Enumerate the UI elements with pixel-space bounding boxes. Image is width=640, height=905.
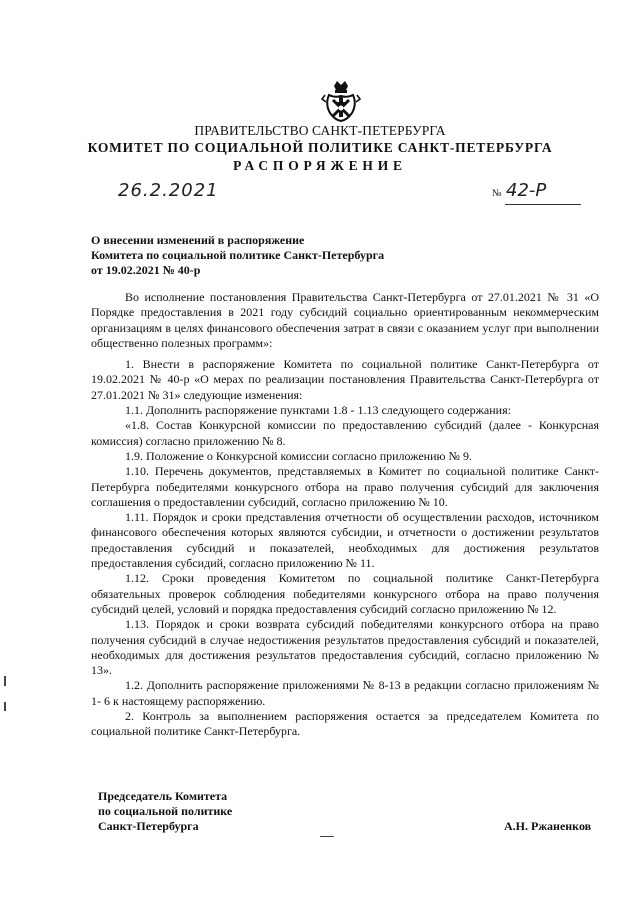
body-paragraph: «1.8. Состав Конкурсной комиссии по предоставлению субсидий (далее - Конкурсная комиссия) согласно приложению № 8. xyxy=(91,418,599,448)
body-paragraph: 2. Контроль за выполнением распоряжения остается за председателем Комитета по социальной политике Санкт-Петербурга. xyxy=(91,709,599,739)
handwritten-number: 42-Р xyxy=(506,180,547,201)
body-paragraph: 1.12. Сроки проведения Комитетом по социальной политике Санкт-Петербурга обязательных проверок соблюдения победителями конкурсного отбора на право получения субсидий целей, условий и порядка предоставления субсидий согласно приложению № 12. xyxy=(91,571,599,616)
body-paragraph: 1.9. Положение о Конкурсной комиссии согласно приложению № 9. xyxy=(125,448,472,463)
scan-artifact xyxy=(320,836,334,837)
signature-position-line: по социальной политике xyxy=(98,804,233,818)
scan-artifact xyxy=(4,676,6,686)
government-title: ПРАВИТЕЛЬСТВО САНКТ-ПЕТЕРБУРГА xyxy=(194,123,446,138)
document-body xyxy=(91,290,599,740)
body-paragraph: 1.10. Перечень документов, представляемых в Комитет по социальной политике Санкт-Петербурга победителями конкурсного отбора на право получения субсидий для заключения соглашения о предоставлении субсидий, согласно приложению № 10. xyxy=(91,464,599,509)
signature-position-line: Председатель Комитета xyxy=(98,789,228,803)
document-type: РАСПОРЯЖЕНИЕ xyxy=(233,158,407,173)
subject-line: О внесении изменений в распоряжение xyxy=(91,233,305,247)
body-paragraph: 1.1. Дополнить распоряжение пунктами 1.8 - 1.13 следующего содержания: xyxy=(125,403,511,418)
signatory-name: А.Н. Ржаненков xyxy=(504,819,592,833)
committee-title: КОМИТЕТ ПО СОЦИАЛЬНОЙ ПОЛИТИКЕ САНКТ-ПЕТЕРБУРГА xyxy=(87,140,553,155)
coat-of-arms-emblem xyxy=(321,80,361,124)
handwritten-date: 26.2.2021 xyxy=(118,180,219,201)
signature-position xyxy=(98,789,232,834)
number-label: № xyxy=(492,188,502,199)
document-subject xyxy=(91,233,384,278)
signature-position-line: Санкт-Петербурга xyxy=(98,819,199,833)
body-paragraph: 1.13. Порядок и сроки возврата субсидий победителями конкурсного отбора на право получения субсидий в случае недостижения результатов предоставления субсидий и показателей, необходимых для достижения результатов предоставления субсидий, согласно приложению № 13». xyxy=(91,617,599,678)
scan-artifact xyxy=(4,702,6,711)
subject-line: Комитета по социальной политике Санкт-Петербурга xyxy=(91,248,385,262)
body-paragraph: 1.11. Порядок и сроки представления отчетности об осуществлении расходов, источником финансового обеспечения которых являются субсидии, и отчетности о достижении результатов предоставления субсидий и показателей, необходимых для достижения результатов предоставления субсидий, согласно приложению № 11. xyxy=(91,510,599,571)
body-paragraph: 1. Внести в распоряжение Комитета по социальной политике Санкт-Петербурга от 19.02.2021 № 40-р «О мерах по реализации постановления Правительства Санкт-Петербурга от 27.01.2021 № 31» следующие изменения: xyxy=(91,357,599,402)
number-underline xyxy=(505,204,581,205)
subject-line: от 19.02.2021 № 40-р xyxy=(91,263,201,277)
body-paragraph: 1.2. Дополнить распоряжение приложениями № 8-13 в редакции согласно приложениям № 1- 6 к настоящему распоряжению. xyxy=(91,678,599,708)
body-paragraph: Во исполнение постановления Правительства Санкт-Петербурга от 27.01.2021 № 31 «О Порядке предоставления в 2021 году субсидий социально ориентированным некоммерческим организациям в целях финансового обеспечения затрат в связи с оказанием услуг при выполнении общественно полезных программ»: xyxy=(91,290,599,350)
